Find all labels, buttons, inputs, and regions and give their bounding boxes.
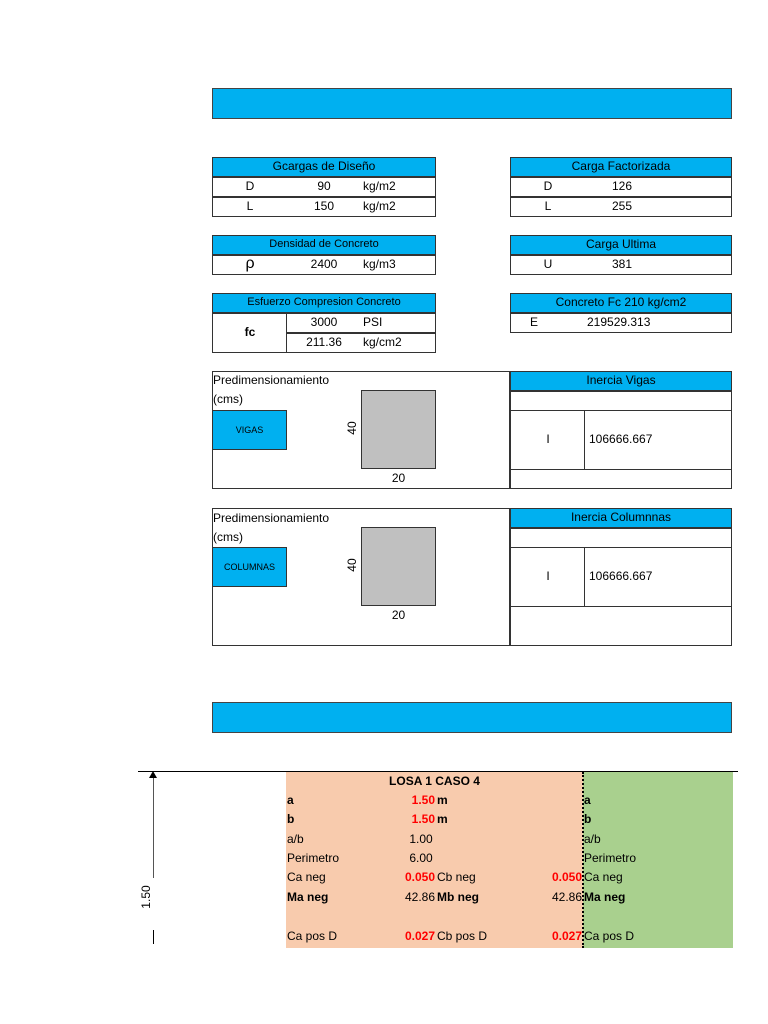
concreto-name: E: [529, 315, 538, 329]
columnas-inercia-name-cell[interactable]: [510, 547, 585, 607]
dimension-line-lower: [153, 930, 154, 944]
losa-caneg-label: Ca neg: [287, 870, 326, 884]
losa2-a-label: a: [584, 793, 591, 807]
vigas-label-1: Predimensionamiento: [213, 373, 330, 387]
losa-title: LOSA 1 CASO 4: [389, 774, 480, 788]
esfuerzo-row-kgcm2[interactable]: [286, 333, 436, 353]
losa2-ab-label: a/b: [584, 832, 601, 846]
esfuerzo-kgcm2-value: 211.36: [306, 335, 342, 349]
columnas-button-label: COLUMNAS: [223, 562, 275, 572]
columnas-height-label: 40: [345, 558, 359, 572]
cargas-d-unit: kg/m2: [363, 179, 396, 193]
losa-a-label: a: [287, 793, 294, 807]
factorizada-d-name: D: [543, 179, 553, 193]
vigas-inercia-value: 106666.667: [589, 432, 653, 446]
factorizada-title: Carga Factorizada: [571, 159, 671, 173]
densidad-symbol: ρ: [245, 255, 255, 272]
losa-capos-value: 0.027: [404, 929, 435, 943]
losa-perimetro-value: 6.00: [409, 851, 433, 865]
vigas-inercia-header: [510, 371, 732, 391]
losa-mbneg-label: Mb neg: [437, 890, 479, 904]
losa-cbpos-value: 0.027: [551, 929, 582, 943]
vigas-height-label: 40: [345, 421, 359, 435]
factorizada-d-value: 126: [611, 179, 633, 193]
losa-mbneg-value: 42.86: [551, 890, 582, 904]
losa-b-unit: m: [437, 812, 448, 826]
vigas-inercia-name: I: [546, 432, 550, 446]
columnas-button[interactable]: [212, 547, 287, 587]
ultima-row[interactable]: [510, 255, 732, 275]
vigas-button-label: VIGAS: [235, 425, 264, 435]
losa-cbpos-label: Cb pos D: [437, 929, 488, 943]
losa-maneg-value: 42.86: [404, 890, 435, 904]
losa-cbneg-value: 0.050: [551, 870, 582, 884]
esfuerzo-row-psi[interactable]: [286, 313, 436, 333]
concreto-value: 219529.313: [587, 315, 651, 329]
ultima-value: 381: [611, 257, 633, 271]
columnas-inercia-header: [510, 508, 732, 528]
losa-ab-value: 1.00: [409, 832, 433, 846]
losa-maneg-label: Ma neg: [287, 890, 329, 904]
densidad-row[interactable]: [212, 255, 436, 275]
vigas-inercia-title: Inercia Vigas: [586, 373, 656, 387]
factorizada-row-d[interactable]: [510, 177, 732, 197]
losa2-perimetro-label: Perimetro: [584, 851, 637, 865]
vigas-label-2: (cms): [213, 392, 243, 406]
losa2-capos-label: Ca pos D: [584, 929, 635, 943]
vigas-inercia-value-cell[interactable]: [584, 410, 732, 470]
columnas-label-1: Predimensionamiento: [213, 511, 330, 525]
columnas-inercia-value: 106666.667: [589, 569, 653, 583]
ultima-title: Carga Ultima: [585, 237, 657, 251]
columnas-inercia-name: I: [546, 569, 550, 583]
factorizada-row-l[interactable]: [510, 197, 732, 217]
esfuerzo-symbol: fc: [244, 325, 256, 339]
losa2-b-label: b: [584, 812, 592, 826]
factorizada-l-value: 255: [611, 199, 633, 213]
cargas-l-unit: kg/m2: [363, 199, 396, 213]
ultima-header: [510, 235, 732, 255]
dimension-arrow-icon: [149, 771, 157, 778]
cargas-d-value: 90: [317, 179, 331, 193]
factorizada-header: [510, 157, 732, 177]
losa-a-unit: m: [437, 793, 448, 807]
cargas-header: [212, 157, 436, 177]
factorizada-l-name: L: [544, 199, 552, 213]
cargas-row-l[interactable]: [212, 197, 436, 217]
columnas-section-rect: [361, 527, 436, 606]
cargas-title: Gcargas de Diseño: [272, 159, 376, 173]
columnas-inercia-value-cell[interactable]: [584, 547, 732, 607]
densidad-unit: kg/m3: [363, 257, 396, 271]
ultima-name: U: [543, 257, 553, 271]
esfuerzo-psi-unit: PSI: [363, 315, 383, 329]
vigas-button[interactable]: [212, 410, 287, 450]
columnas-width-label: 20: [391, 608, 406, 622]
densidad-header: [212, 235, 436, 255]
vigas-inercia-name-cell[interactable]: [510, 410, 585, 470]
concreto-header: [510, 293, 732, 313]
cargas-l-value: 150: [313, 199, 335, 213]
losa-dimension-label: 1.50: [139, 885, 153, 909]
esfuerzo-symbol-cell[interactable]: [212, 313, 287, 353]
losa-capos-label: Ca pos D: [287, 929, 338, 943]
columnas-label-2: (cms): [213, 530, 243, 544]
losa-perimetro-label: Perimetro: [287, 851, 340, 865]
esfuerzo-header: [212, 293, 436, 313]
losa2-maneg-label: Ma neg: [584, 890, 626, 904]
cargas-row-d[interactable]: [212, 177, 436, 197]
esfuerzo-title: Esfuerzo Compresion Concreto: [247, 296, 401, 308]
losa-b-value[interactable]: 1.50: [411, 812, 435, 826]
dimension-line: [153, 778, 154, 878]
vigas-width-label: 20: [391, 471, 406, 485]
densidad-title: Densidad de Concreto: [269, 238, 379, 250]
losa-b-label: b: [287, 812, 295, 826]
concreto-row[interactable]: [510, 313, 732, 333]
cargas-d-name: D: [245, 179, 255, 193]
vigas-section-rect: [361, 390, 436, 469]
esfuerzo-kgcm2-unit: kg/cm2: [363, 335, 402, 349]
losa-caneg-value: 0.050: [404, 870, 435, 884]
densidad-value: 2400: [310, 257, 338, 271]
concreto-title: Concreto Fc 210 kg/cm2: [555, 295, 687, 309]
losa-ab-label: a/b: [287, 832, 304, 846]
cargas-l-name: L: [246, 199, 254, 213]
losa-a-value[interactable]: 1.50: [411, 793, 435, 807]
losa2-caneg-label: Ca neg: [584, 870, 623, 884]
esfuerzo-psi-value: 3000: [310, 315, 338, 329]
columnas-inercia-title: Inercia Columnnas: [570, 510, 672, 524]
losa-cbneg-label: Cb neg: [437, 870, 476, 884]
